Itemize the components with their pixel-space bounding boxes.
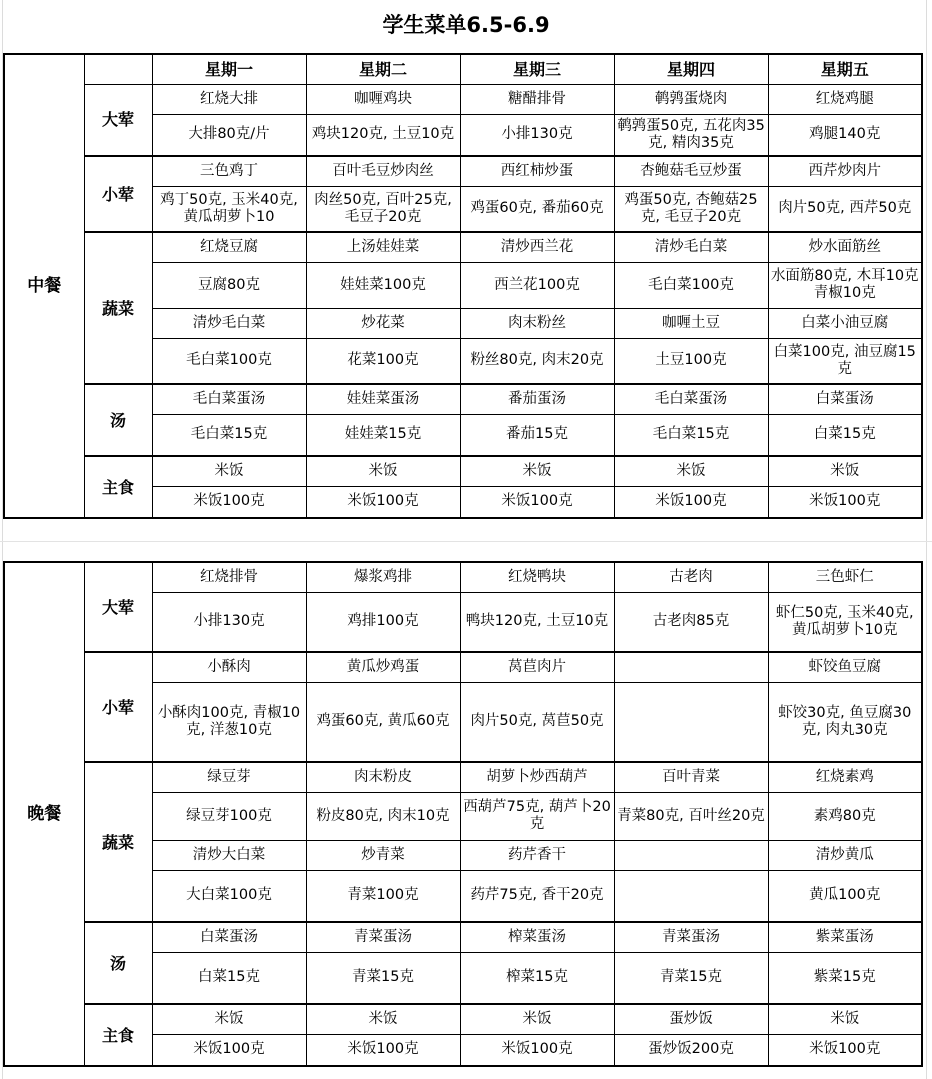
dish-portion-cell: 小排130克	[460, 114, 614, 156]
dish-name-cell: 番茄蛋汤	[460, 384, 614, 414]
dish-portion-cell: 番茄15克	[460, 414, 614, 456]
dish-name-cell: 鹌鹑蛋烧肉	[614, 84, 768, 114]
category-label: 大荤	[84, 562, 152, 652]
dish-name-cell: 百叶毛豆炒肉丝	[306, 156, 460, 186]
dish-portion-cell: 黄瓜100克	[768, 870, 922, 922]
dish-name-cell: 西红柿炒蛋	[460, 156, 614, 186]
dish-portion-cell: 绿豆芽100克	[152, 792, 306, 840]
dish-name-cell: 娃娃菜蛋汤	[306, 384, 460, 414]
lunch-menu-table	[3, 53, 923, 519]
dish-name-cell: 紫菜蛋汤	[768, 922, 922, 952]
dish-name-cell: 清炒毛白菜	[152, 308, 306, 338]
dish-portion-cell: 虾仁50克, 玉米40克, 黄瓜胡萝卜10克	[768, 592, 922, 652]
dish-portion-cell: 肉丝50克, 百叶25克, 毛豆子20克	[306, 186, 460, 232]
dish-portion-cell: 鸡蛋50克, 杏鲍菇25克, 毛豆子20克	[614, 186, 768, 232]
dish-portion-cell: 蛋炒饭200克	[614, 1034, 768, 1066]
dish-name-cell: 清炒大白菜	[152, 840, 306, 870]
dish-portion-cell: 青菜100克	[306, 870, 460, 922]
dinner-menu-table	[3, 561, 923, 1067]
page-title: 学生菜单6.5-6.9	[382, 13, 550, 37]
dish-portion-cell: 药芹75克, 香干20克	[460, 870, 614, 922]
dish-portion-cell: 鸭块120克, 土豆10克	[460, 592, 614, 652]
dish-portion-cell: 青菜80克, 百叶丝20克	[614, 792, 768, 840]
dish-name-cell: 咖喱土豆	[614, 308, 768, 338]
dish-name-cell: 榨菜蛋汤	[460, 922, 614, 952]
dish-portion-cell: 米饭100克	[768, 1034, 922, 1066]
header-blank-cell	[84, 54, 152, 84]
dish-name-cell: 红烧豆腐	[152, 232, 306, 262]
dish-name-cell	[614, 840, 768, 870]
dish-portion-cell: 白菜15克	[768, 414, 922, 456]
dish-name-cell: 上汤娃娃菜	[306, 232, 460, 262]
dish-name-cell: 咖喱鸡块	[306, 84, 460, 114]
day-header-1: 星期一	[152, 54, 306, 84]
dish-name-cell: 黄瓜炒鸡蛋	[306, 652, 460, 682]
dish-name-cell: 米饭	[306, 456, 460, 486]
dish-portion-cell: 鸡块120克, 土豆10克	[306, 114, 460, 156]
dish-name-cell: 小酥肉	[152, 652, 306, 682]
dish-name-cell: 米饭	[614, 456, 768, 486]
dish-portion-cell: 肉片50克, 西芹50克	[768, 186, 922, 232]
dish-name-cell: 肉末粉丝	[460, 308, 614, 338]
dish-portion-cell: 鸡蛋60克, 番茄60克	[460, 186, 614, 232]
dish-name-cell	[614, 652, 768, 682]
category-label: 主食	[84, 456, 152, 518]
dish-portion-cell: 粉丝80克, 肉末20克	[460, 338, 614, 384]
dish-name-cell: 白菜蛋汤	[152, 922, 306, 952]
category-label: 大荤	[84, 84, 152, 156]
dish-name-cell: 红烧排骨	[152, 562, 306, 592]
day-header-2: 星期二	[306, 54, 460, 84]
dish-portion-cell: 肉片50克, 莴苣50克	[460, 682, 614, 762]
dish-portion-cell: 白菜100克, 油豆腐15克	[768, 338, 922, 384]
category-label: 小荤	[84, 652, 152, 762]
dish-name-cell: 米饭	[768, 456, 922, 486]
dish-name-cell: 蛋炒饭	[614, 1004, 768, 1034]
dish-name-cell: 红烧素鸡	[768, 762, 922, 792]
dish-name-cell: 炒水面筋丝	[768, 232, 922, 262]
dish-portion-cell: 米饭100克	[460, 486, 614, 518]
dish-name-cell: 肉末粉皮	[306, 762, 460, 792]
dish-name-cell: 米饭	[152, 1004, 306, 1034]
category-label: 小荤	[84, 156, 152, 232]
dish-name-cell: 莴苣肉片	[460, 652, 614, 682]
dish-portion-cell: 水面筋80克, 木耳10克青椒10克	[768, 262, 922, 308]
dish-name-cell: 西芹炒肉片	[768, 156, 922, 186]
dish-portion-cell: 毛白菜15克	[152, 414, 306, 456]
category-label: 蔬菜	[84, 762, 152, 922]
dish-portion-cell: 素鸡80克	[768, 792, 922, 840]
dish-portion-cell: 小排130克	[152, 592, 306, 652]
dish-portion-cell: 娃娃菜15克	[306, 414, 460, 456]
dish-portion-cell: 鸡丁50克, 玉米40克, 黄瓜胡萝卜10	[152, 186, 306, 232]
dish-portion-cell: 毛白菜100克	[614, 262, 768, 308]
dish-name-cell: 三色鸡丁	[152, 156, 306, 186]
dish-name-cell: 爆浆鸡排	[306, 562, 460, 592]
dish-name-cell: 清炒毛白菜	[614, 232, 768, 262]
dish-name-cell: 药芹香干	[460, 840, 614, 870]
dish-portion-cell: 紫菜15克	[768, 952, 922, 1004]
dish-portion-cell: 白菜15克	[152, 952, 306, 1004]
dish-portion-cell: 米饭100克	[152, 1034, 306, 1066]
dish-portion-cell: 粉皮80克, 肉末10克	[306, 792, 460, 840]
dish-portion-cell: 米饭100克	[306, 486, 460, 518]
dish-name-cell: 炒青菜	[306, 840, 460, 870]
dish-portion-cell: 西兰花100克	[460, 262, 614, 308]
dish-name-cell: 杏鲍菇毛豆炒蛋	[614, 156, 768, 186]
dish-portion-cell: 青菜15克	[306, 952, 460, 1004]
dish-portion-cell: 古老肉85克	[614, 592, 768, 652]
dish-name-cell: 红烧鸭块	[460, 562, 614, 592]
dish-name-cell: 古老肉	[614, 562, 768, 592]
dish-name-cell: 米饭	[152, 456, 306, 486]
dish-portion-cell: 青菜15克	[614, 952, 768, 1004]
dish-portion-cell: 米饭100克	[768, 486, 922, 518]
day-header-4: 星期四	[614, 54, 768, 84]
dish-portion-cell: 西葫芦75克, 葫芦卜20克	[460, 792, 614, 840]
dish-name-cell: 胡萝卜炒西葫芦	[460, 762, 614, 792]
dish-portion-cell: 米饭100克	[460, 1034, 614, 1066]
dish-name-cell: 虾饺鱼豆腐	[768, 652, 922, 682]
dish-portion-cell: 大白菜100克	[152, 870, 306, 922]
dish-portion-cell: 鸡蛋60克, 黄瓜60克	[306, 682, 460, 762]
dish-name-cell: 清炒黄瓜	[768, 840, 922, 870]
dish-name-cell: 白菜蛋汤	[768, 384, 922, 414]
category-label: 主食	[84, 1004, 152, 1066]
lunch-meal-label: 中餐	[4, 54, 84, 518]
category-label: 汤	[84, 384, 152, 456]
dish-portion-cell: 鸡排100克	[306, 592, 460, 652]
dish-portion-cell: 毛白菜100克	[152, 338, 306, 384]
day-header-3: 星期三	[460, 54, 614, 84]
dish-name-cell: 米饭	[768, 1004, 922, 1034]
dish-name-cell: 米饭	[460, 456, 614, 486]
category-label: 汤	[84, 922, 152, 1004]
dish-portion-cell: 大排80克/片	[152, 114, 306, 156]
dish-name-cell: 清炒西兰花	[460, 232, 614, 262]
dish-name-cell: 毛白菜蛋汤	[614, 384, 768, 414]
dish-name-cell: 青菜蛋汤	[614, 922, 768, 952]
dish-name-cell: 青菜蛋汤	[306, 922, 460, 952]
dish-name-cell: 糖醋排骨	[460, 84, 614, 114]
dish-name-cell: 毛白菜蛋汤	[152, 384, 306, 414]
dish-portion-cell: 鸡腿140克	[768, 114, 922, 156]
dish-name-cell: 白菜小油豆腐	[768, 308, 922, 338]
dish-name-cell: 红烧大排	[152, 84, 306, 114]
dish-name-cell: 炒花菜	[306, 308, 460, 338]
day-header-5: 星期五	[768, 54, 922, 84]
dish-portion-cell: 豆腐80克	[152, 262, 306, 308]
dish-portion-cell: 土豆100克	[614, 338, 768, 384]
dish-name-cell: 米饭	[460, 1004, 614, 1034]
dinner-meal-label: 晚餐	[4, 562, 84, 1066]
dish-portion-cell	[614, 682, 768, 762]
dish-portion-cell: 米饭100克	[614, 486, 768, 518]
dish-portion-cell: 娃娃菜100克	[306, 262, 460, 308]
dish-portion-cell: 花菜100克	[306, 338, 460, 384]
dish-name-cell: 三色虾仁	[768, 562, 922, 592]
dish-portion-cell: 小酥肉100克, 青椒10克, 洋葱10克	[152, 682, 306, 762]
dish-portion-cell: 虾饺30克, 鱼豆腐30克, 肉丸30克	[768, 682, 922, 762]
dish-portion-cell	[614, 870, 768, 922]
dish-portion-cell: 鹌鹑蛋50克, 五花肉35克, 精肉35克	[614, 114, 768, 156]
dish-name-cell: 百叶青菜	[614, 762, 768, 792]
dish-name-cell: 红烧鸡腿	[768, 84, 922, 114]
category-label: 蔬菜	[84, 232, 152, 384]
dish-name-cell: 米饭	[306, 1004, 460, 1034]
dish-portion-cell: 榨菜15克	[460, 952, 614, 1004]
dish-portion-cell: 毛白菜15克	[614, 414, 768, 456]
dish-portion-cell: 米饭100克	[306, 1034, 460, 1066]
dish-name-cell: 绿豆芽	[152, 762, 306, 792]
dish-portion-cell: 米饭100克	[152, 486, 306, 518]
